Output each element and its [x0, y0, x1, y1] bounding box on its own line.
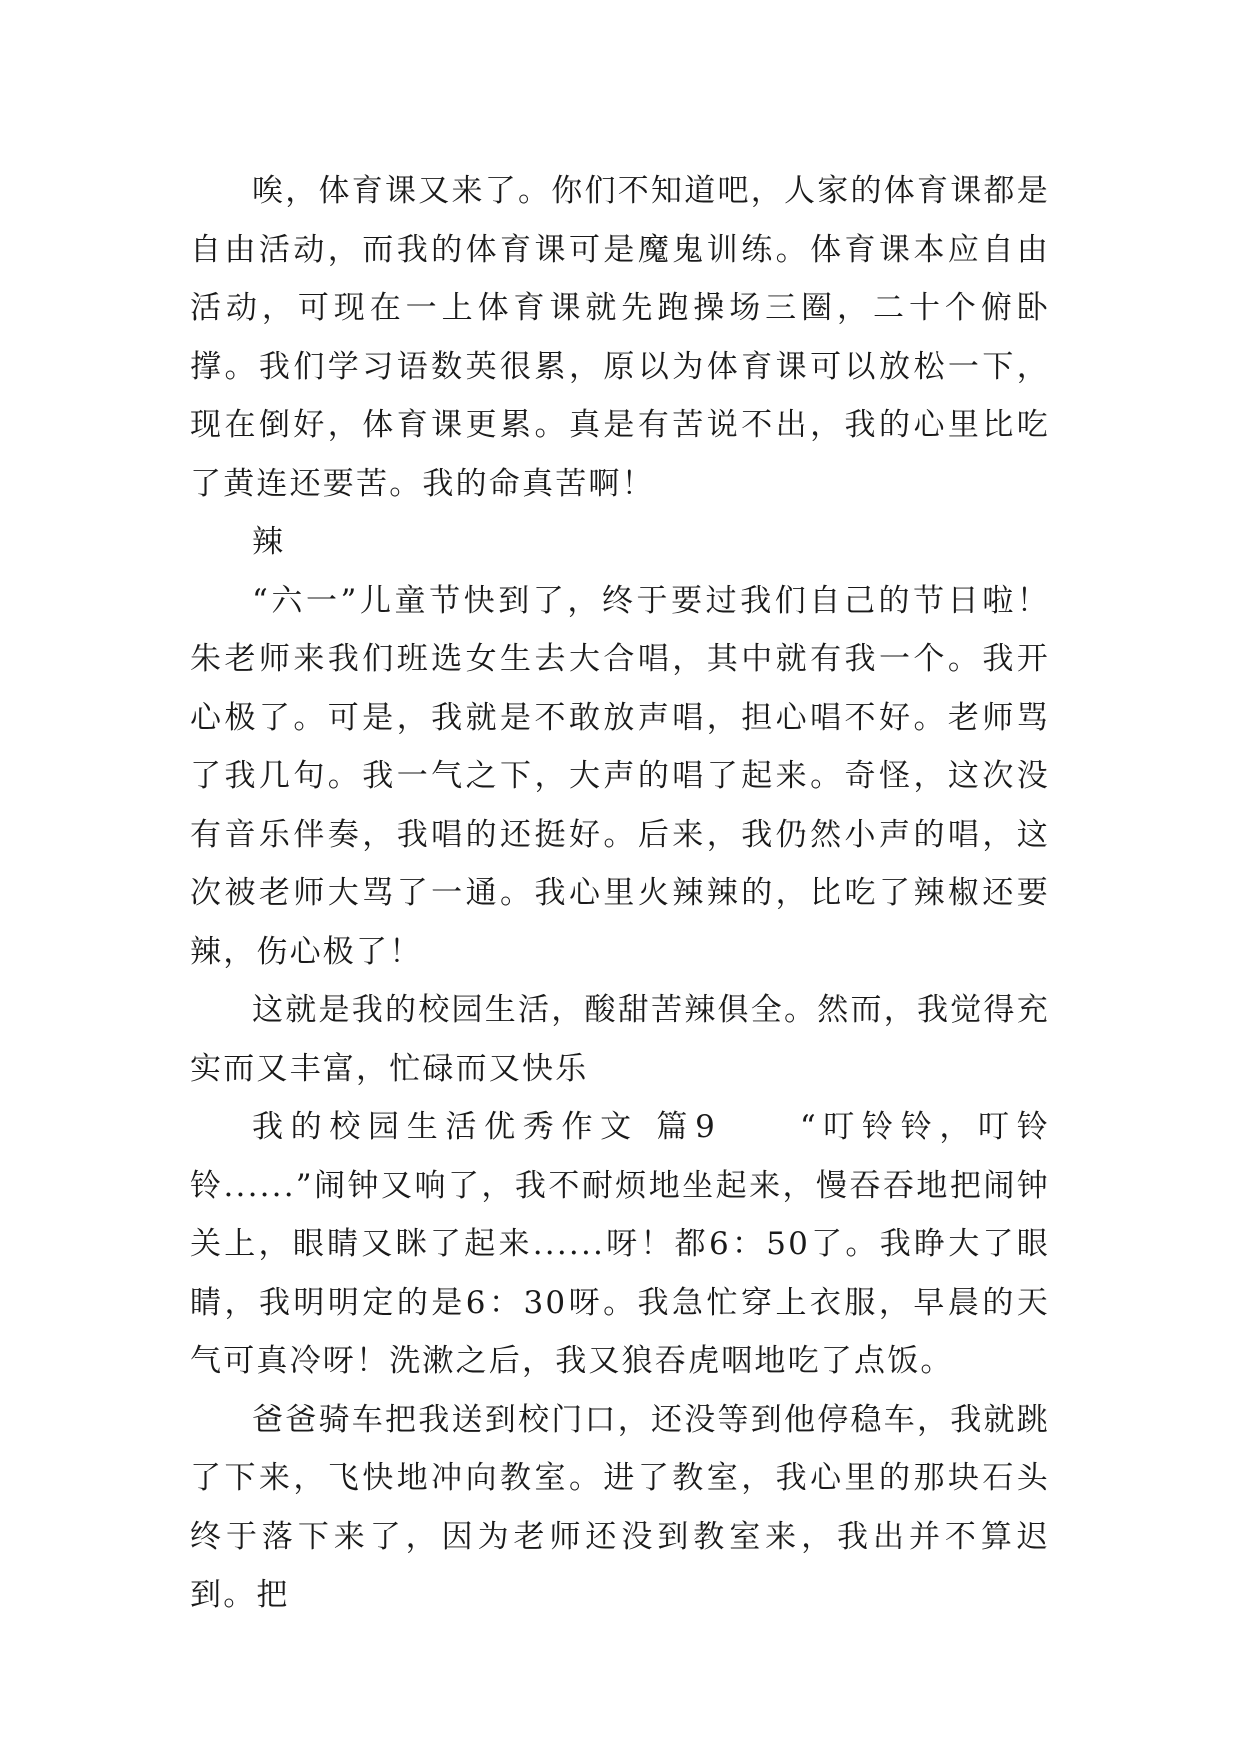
paragraph-childrens-day: “六一”儿童节快到了，终于要过我们自己的节日啦！朱老师来我们班选女生去大合唱，其中就有我一个。我开心极了。可是，我就是不敢放声唱，担心唱不好。老师骂了我几句。我一气之下，大声的唱了起来。奇怪，这次没有音乐伴奏，我唱的还挺好。后来，我仍然小声的唱，这次被老师大骂了一通。我心里火辣辣的，比吃了辣椒还要辣，伤心极了！ [190, 582, 1050, 970]
paragraph-spicy-heading: 辣 [252, 524, 286, 560]
paragraph-essay-9-alarm: 我的校园生活优秀作文 篇9 “叮铃铃，叮铃铃......”闹钟又响了，我不耐烦地坐起来，慢吞吞地把闹钟关上，眼睛又眯了起来......呀！都6：50了。我睁大了眼睛，我明明定的是6：30呀。我急忙穿上衣服，早晨的天气可真冷呀！洗漱之后，我又狼吞虎咽地吃了点饭。 [190, 1109, 1050, 1379]
paragraph-ride-to-school: 爸爸骑车把我送到校门口，还没等到他停稳车，我就跳了下来，飞快地冲向教室。进了教室，我心里的那块石头终于落下来了，因为老师还没到教室来，我出并不算迟到。把 [190, 1401, 1050, 1613]
paragraph-school-life-summary: 这就是我的校园生活，酸甜苦辣俱全。然而，我觉得充实而又丰富，忙碌而又快乐 [190, 992, 1050, 1087]
paragraph-pe-class-complaint: 唉，体育课又来了。你们不知道吧，人家的体育课都是自由活动，而我的体育课可是魔鬼训练。体育课本应自由活动，可现在一上体育课就先跑操场三圈，二十个俯卧撑。我们学习语数英很累，原以为体育课可以放松一下，现在倒好，体育课更累。真是有苦说不出，我的心里比吃了黄连还要苦。我的命真苦啊！ [190, 173, 1050, 502]
document-body [190, 162, 1050, 1625]
